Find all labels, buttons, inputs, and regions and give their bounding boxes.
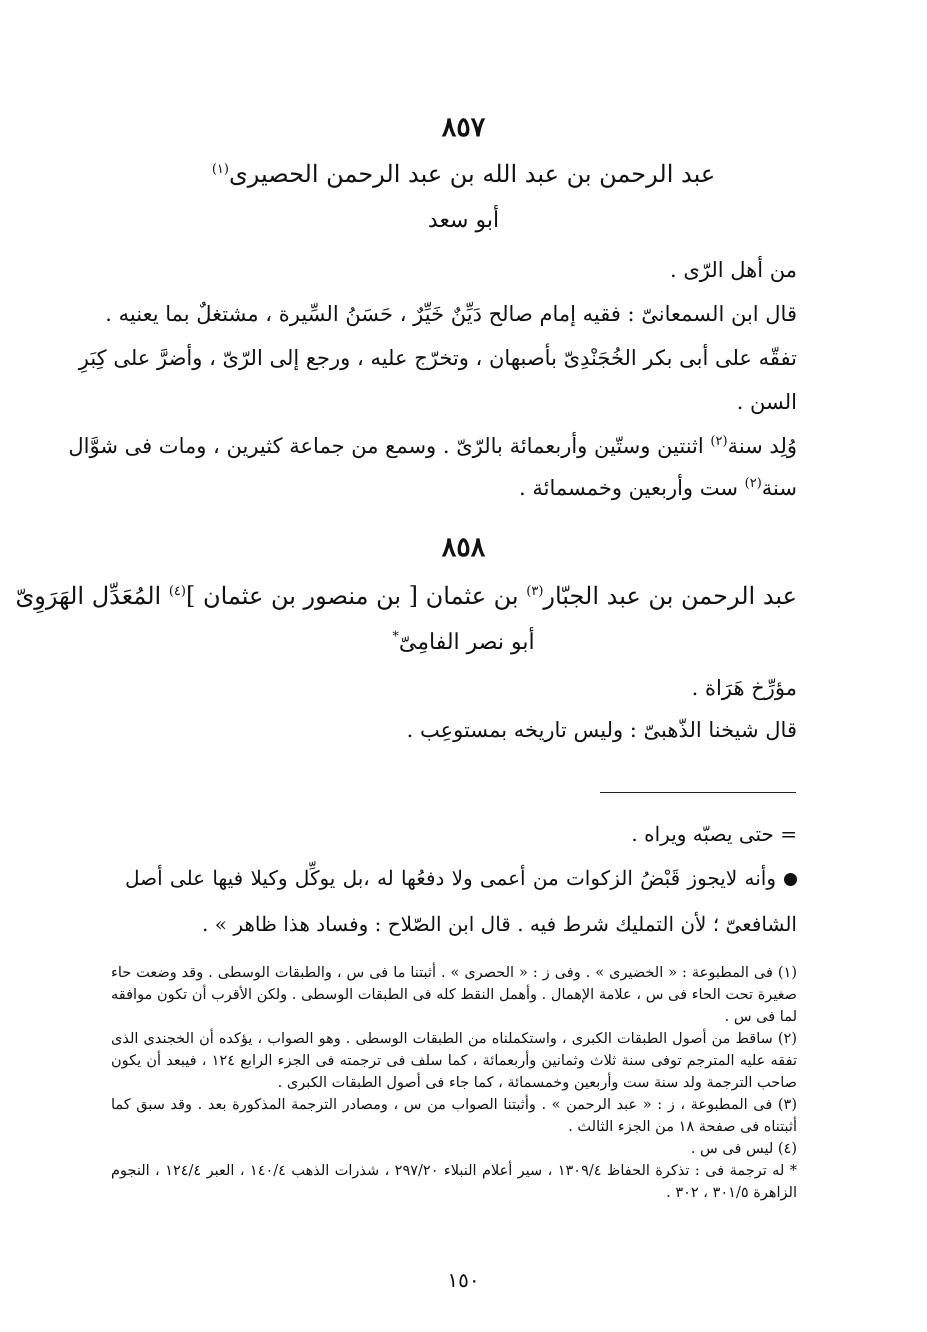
entry-title-858 [15, 582, 797, 610]
footnote-1: (١) فى المطبوعة : « الخضيرى » . وفى ز : « الحصرى » . أثبتنا ما فى س ، والطبقات الوسطى . وقد وضعت حاء صغيرة تحت الحاء فى س ، علامة الإهمال . وأهمل النقط كله فى الطبقات الوسطى . ولكن الأقرب أن تكون موافقه لما فى س . [111, 965, 797, 1025]
footnote-ref: (٢) [744, 476, 762, 491]
entry-title-part: بن عثمان [ بن منصور بن عثمان ] [185, 582, 519, 610]
footnote-3: (٣) فى المطبوعة ، ز : « عبد الرحمن » . وأثبتنا الصواب من س ، ومصادر الترجمة المذكورة بعد . وقد سبق كما أثبتناه فى صفحة ١٨ من الجزء الثالث . [111, 1097, 797, 1135]
body-line-with-ref [519, 476, 797, 500]
continuation-text: وأنه لايجوز قَبْضُ الزكوات من أعمى ولا دفعُها له ،بل يوكِّل وكيلا فيها على أصل [125, 866, 776, 890]
body-line: من أهل الرّى . [669, 258, 797, 282]
biography-mark: * [392, 629, 399, 645]
entry-title-857 [0, 160, 927, 188]
body-line: تفقّه على أبى بكر الخُجَنْدِىّ بأصبهان ، وتخرّج عليه ، ورجع إلى الرّىّ ، وأضرَّ على كِبَرِ [78, 346, 797, 370]
footnotes [111, 962, 797, 1204]
body-text: سنة [761, 476, 797, 500]
footnote-ref: (١) [211, 162, 229, 177]
continuation-line [125, 866, 797, 890]
footnote-ref: (٢) [710, 434, 728, 449]
body-line: قال شيخنا الذّهبىّ : وليس تاريخه بمستوعِب . [406, 718, 797, 742]
body-text: اثنتين وستّين وأربعمائة بالرّىّ . وسمع من جماعة كثيرين ، ومات فى شوَّال [68, 434, 704, 458]
footnote-separator [600, 792, 796, 793]
kunya-text: أبو نصر الفامِىّ [398, 630, 535, 655]
body-text: وُلِد سنة [727, 434, 797, 458]
body-line: السن . [736, 390, 797, 414]
entry-title-text: عبد الرحمن بن عبد الله بن عبد الرحمن الحصيرى [228, 160, 716, 188]
continuation-line: = حتى يصبّه ويراه . [631, 822, 797, 846]
body-line: مؤرِّخ هَرَاة . [691, 676, 797, 700]
entry-title-part: المُعَدِّل الهَرَوِىّ [15, 582, 162, 610]
footnote-ref: (٣) [526, 584, 544, 599]
bullet-icon [784, 873, 797, 886]
entry-number-857: ٨٥٧ [441, 112, 486, 143]
footnote-2: (٢) ساقط من أصول الطبقات الكبرى ، واستكملناه من الطبقات الوسطى . وهو الصواب ، يؤكده أن الخجندى الذى تفقه عليه المترجم توفى سنة ثلاث وثمانين وأربعمائة ، كما سلف فى ترجمته فى الجزء الرابع ١٢٤ ، فيبعد أن يكون صاحب الترجمة ولد سنة ست وأربعين وخمسمائة ، كما جاء فى أصول الطبقات الكبرى . [111, 1031, 797, 1091]
body-text: ست وأربعين وخمسمائة . [518, 476, 738, 500]
footnote-4: (٤) ليس فى س . [690, 1141, 797, 1157]
footnote-sources: * له ترجمة فى : تذكرة الحفاظ ١٣٠٩/٤ ، سير أعلام النبلاء ٢٩٧/٢٠ ، شذرات الذهب ١٤٠/٤ ، العبر ١٢٤/٤ ، النجوم الزاهرة ٣٠١/٥ ، ٣٠٢ . [111, 1163, 797, 1201]
footnote-ref: (٤) [168, 584, 186, 599]
entry-kunya-858 [0, 630, 927, 655]
entry-kunya-857: أبو سعد [427, 208, 500, 233]
body-line-with-ref [68, 434, 797, 458]
entry-number-858: ٨٥٨ [441, 532, 486, 563]
page-number: ١٥٠ [447, 1268, 480, 1292]
continuation-line: الشافعىّ ؛ لأن التمليك شرط فيه . قال ابن الصّلاح : وفساد هذا ظاهر » . [202, 912, 797, 936]
body-line: قال ابن السمعانىّ : فقيه إمام صالح دَيِّنٌ خَيِّرٌ ، حَسَنُ السِّيرة ، مشتغلٌ بما يعنيه . [105, 302, 797, 326]
entry-title-part: عبد الرحمن بن عبد الجبّار [543, 582, 797, 610]
